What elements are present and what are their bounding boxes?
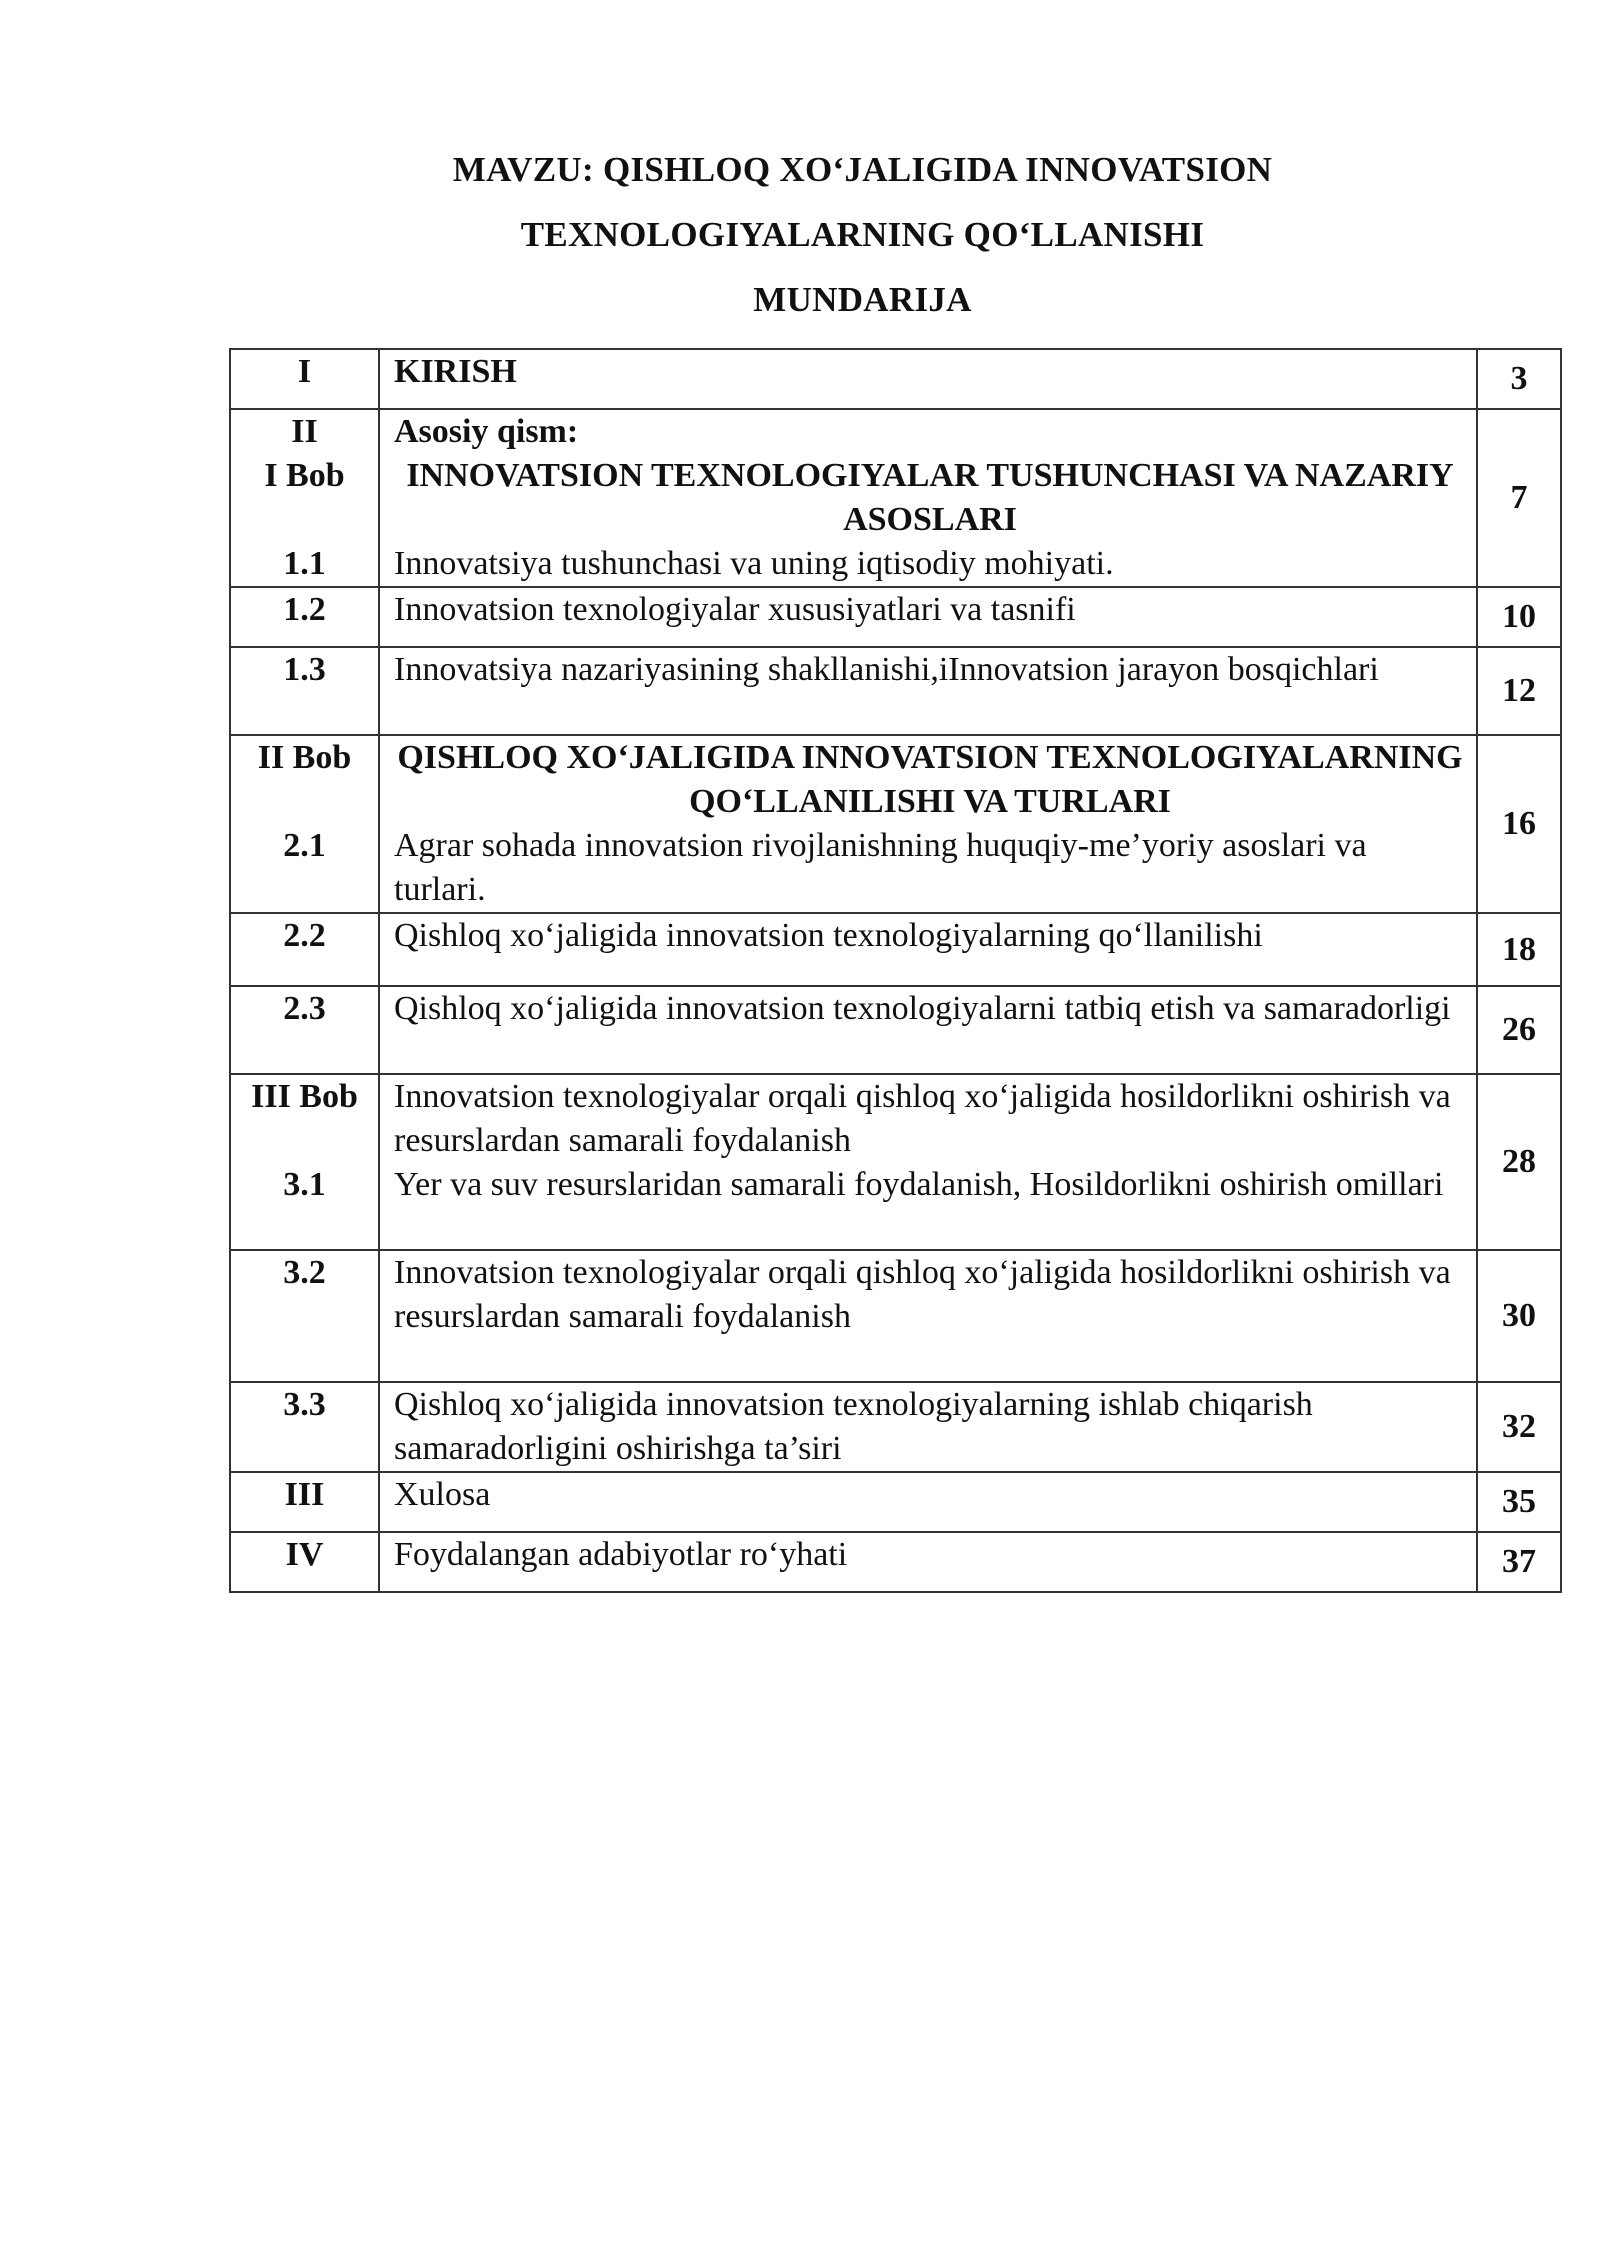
toc-row-intro <box>230 349 1561 409</box>
toc-title: Innovatsion texnologiyalar xususiyatlari va tasnifi <box>379 587 1477 647</box>
toc-row-chapter-1 <box>230 409 1561 587</box>
toc-number: I <box>230 349 379 409</box>
toc-part-number: II <box>291 413 318 450</box>
toc-spacer <box>231 1119 378 1163</box>
toc-title: KIRISH <box>379 349 1477 409</box>
toc-page: 3 <box>1477 349 1561 409</box>
toc-row-2-3 <box>230 986 1561 1074</box>
toc-spacer <box>231 498 378 542</box>
toc-page: 35 <box>1477 1472 1561 1532</box>
toc-title: Xulosa <box>379 1472 1477 1532</box>
toc-title: Innovatsion texnologiyalar orqali qishloq xo‘jaligida hosildorlikni oshirish va resurslardan samarali foydalanish <box>379 1250 1477 1382</box>
toc-page: 28 <box>1477 1074 1561 1250</box>
toc-page: 10 <box>1477 587 1561 647</box>
toc-number: 2.3 <box>230 986 379 1074</box>
toc-title: Innovatsiya nazariyasining shakllanishi,iInnovatsion jarayon bosqichlari <box>379 647 1477 735</box>
toc-chapter-title: QISHLOQ XO‘JALIGIDA INNOVATSION TEXNOLOGIYALARNING QO‘LLANILISHI VA TURLARI <box>397 739 1463 820</box>
toc-part-title: Asosiy qism: <box>394 413 579 450</box>
toc-section-number: 3.1 <box>283 1166 326 1203</box>
toc-spacer <box>231 780 378 824</box>
toc-row-2-2 <box>230 913 1561 986</box>
toc-number: 1.3 <box>230 647 379 735</box>
toc-row-1-3 <box>230 647 1561 735</box>
toc-page: 12 <box>1477 647 1561 735</box>
toc-section-number: 2.1 <box>283 827 326 864</box>
toc-number-cell <box>230 409 379 587</box>
table-of-contents <box>229 348 1562 1593</box>
toc-number: IV <box>230 1532 379 1592</box>
toc-number: III <box>230 1472 379 1532</box>
toc-title: Foydalangan adabiyotlar ro‘yhati <box>379 1532 1477 1592</box>
toc-page: 37 <box>1477 1532 1561 1592</box>
toc-chapter-number: I Bob <box>264 457 345 494</box>
toc-row-chapter-2 <box>230 735 1561 913</box>
toc-title-cell <box>379 735 1477 913</box>
toc-chapter-number: III Bob <box>251 1078 358 1115</box>
toc-number: 1.2 <box>230 587 379 647</box>
toc-page: 16 <box>1477 735 1561 913</box>
toc-row-3-3 <box>230 1382 1561 1472</box>
toc-title: Qishloq xo‘jaligida innovatsion texnologiyalarning ishlab chiqarish samaradorligini oshirishga ta’siri <box>379 1382 1477 1472</box>
toc-page: 32 <box>1477 1382 1561 1472</box>
toc-number-cell <box>230 735 379 913</box>
toc-chapter-title: INNOVATSION TEXNOLOGIYALAR TUSHUNCHASI VA NAZARIY ASOSLARI <box>406 457 1454 538</box>
toc-row-conclusion <box>230 1472 1561 1532</box>
toc-title-cell <box>379 1074 1477 1250</box>
toc-title: Qishloq xo‘jaligida innovatsion texnologiyalarni tatbiq etish va samaradorligi <box>379 986 1477 1074</box>
toc-chapter-number: II Bob <box>257 739 352 776</box>
toc-section-number: 1.1 <box>283 545 326 582</box>
toc-row-chapter-3 <box>230 1074 1561 1250</box>
toc-title: Qishloq xo‘jaligida innovatsion texnologiyalarning qo‘llanilishi <box>379 913 1477 986</box>
toc-page: 30 <box>1477 1250 1561 1382</box>
toc-number-cell <box>230 1074 379 1250</box>
toc-row-references <box>230 1532 1561 1592</box>
toc-row-3-2 <box>230 1250 1561 1382</box>
toc-section-title: Yer va suv resurslaridan samarali foydalanish, Hosildorlikni oshirish omillari <box>394 1166 1444 1203</box>
toc-chapter-title: Innovatsion texnologiyalar orqali qishloq xo‘jaligida hosildorlikni oshirish va resurslardan samarali foydalanish <box>394 1078 1451 1159</box>
toc-page: 7 <box>1477 409 1561 587</box>
toc-number: 3.3 <box>230 1382 379 1472</box>
toc-section-title: Innovatsiya tushunchasi va uning iqtisodiy mohiyati. <box>394 545 1114 582</box>
toc-number: 2.2 <box>230 913 379 986</box>
toc-page: 18 <box>1477 913 1561 986</box>
document-title-line-1: MAVZU: QISHLOQ XO‘JALIGIDA INNOVATSION <box>452 150 1273 189</box>
table-of-contents-heading: MUNDARIJA <box>753 280 972 319</box>
toc-row-1-2 <box>230 587 1561 647</box>
toc-number: 3.2 <box>230 1250 379 1382</box>
toc-title-cell <box>379 409 1477 587</box>
toc-section-title: Agrar sohada innovatsion rivojlanishning huquqiy-me’yoriy asoslari va turlari. <box>394 827 1367 908</box>
document-title-line-2: TEXNOLOGIYALARNING QO‘LLANISHI <box>520 215 1205 254</box>
toc-page: 26 <box>1477 986 1561 1074</box>
